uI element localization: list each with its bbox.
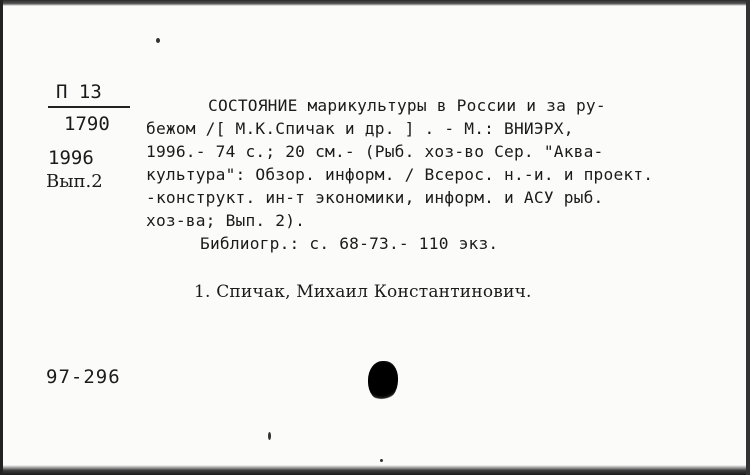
shelf-divider <box>48 106 130 108</box>
shelf-mark <box>48 80 130 194</box>
record-line-title: СОСТОЯНИЕ марикультуры в России и за ру- <box>208 96 606 115</box>
shelf-issue: Вып.2 <box>46 171 103 192</box>
record-line: -конструкт. ин-т экономики, информ. и АСУ рыб. <box>146 188 604 207</box>
ink-speck <box>268 432 271 440</box>
card-top-edge <box>0 0 750 6</box>
record-line: культура": Обзор. информ. / Всерос. н.-и. и проект. <box>146 165 654 184</box>
ink-speck <box>156 38 160 43</box>
record-line: бежом /[ М.К.Спичак и др. ] . - М.: ВНИЭРХ, <box>146 119 574 138</box>
bibliographic-record <box>146 94 726 304</box>
ink-blot <box>368 361 398 401</box>
card-bottom-edge <box>0 465 750 475</box>
subject-heading: 1. Спичак, Михаил Константинович. <box>194 282 532 302</box>
record-line: хоз-ва; Вып. 2). <box>146 211 306 230</box>
card-right-edge <box>746 0 750 475</box>
ink-speck <box>380 459 383 462</box>
record-line-bibliography: Библиогр.: с. 68-73.- 110 экз. <box>200 234 499 253</box>
record-line: 1996.- 74 с.; 20 см.- (Рыб. хоз-во Сер. "Аква- <box>146 142 604 161</box>
shelf-year: 1996 <box>48 147 94 169</box>
card-left-edge <box>0 0 3 475</box>
accession-number: 97-296 <box>46 366 121 388</box>
shelf-number: 1790 <box>64 113 110 135</box>
call-number: П 13 <box>56 81 102 103</box>
